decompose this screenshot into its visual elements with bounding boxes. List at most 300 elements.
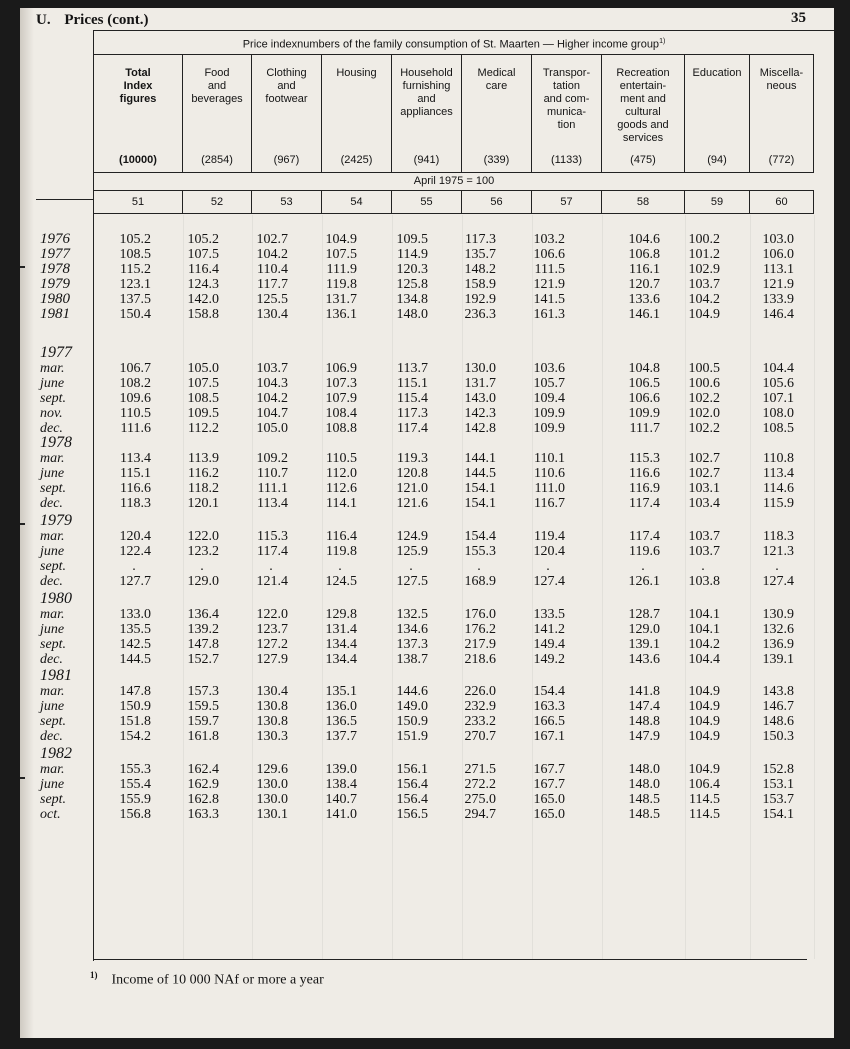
table-cell: . <box>132 559 136 574</box>
table-cell: 155.4 <box>119 777 151 792</box>
table-cell: 154.2 <box>119 729 151 744</box>
table-row <box>20 376 834 391</box>
page-number: 35 <box>791 10 806 26</box>
table-cell: 163.3 <box>187 807 219 822</box>
table-cell: 158.8 <box>187 307 219 322</box>
table-cell: 109.6 <box>119 391 151 406</box>
table-cell: 104.2 <box>256 247 288 262</box>
table-cell: 218.6 <box>464 652 496 667</box>
table-cell: 130.0 <box>464 361 496 376</box>
column-weight: (339) <box>483 154 510 166</box>
column-weight: (2425) <box>340 154 373 166</box>
row-label: sept. <box>40 559 67 574</box>
table-cell: 148.0 <box>628 777 660 792</box>
table-cell: 104.1 <box>688 607 720 622</box>
column-header-label: Transpor- tation and com- munica- tion <box>542 67 591 131</box>
table-cell: 104.2 <box>688 292 720 307</box>
table-cell: 117.4 <box>629 529 660 544</box>
table-cell: 232.9 <box>464 699 496 714</box>
table-cell: 102.7 <box>256 232 288 247</box>
table-row <box>20 684 834 699</box>
row-label: sept. <box>40 391 67 406</box>
super-title-text: Price indexnumbers of the family consumption of St. Maarten — Higher income group <box>242 38 660 51</box>
row-label: dec. <box>40 729 63 744</box>
table-cell: 149.4 <box>533 637 565 652</box>
table-cell: 115.1 <box>397 376 428 391</box>
table-cell: 104.8 <box>628 361 660 376</box>
table-cell: 155.3 <box>119 762 151 777</box>
table-cell: 102.7 <box>688 451 720 466</box>
table-cell: 131.7 <box>325 292 357 307</box>
table-cell: 106.7 <box>119 361 151 376</box>
table-cell: 152.7 <box>187 652 219 667</box>
table-cell: 157.3 <box>187 684 219 699</box>
year-heading: 1979 <box>40 512 72 529</box>
column-code: 58 <box>602 190 685 214</box>
year-heading-row <box>20 746 834 762</box>
table-cell: 162.9 <box>187 777 219 792</box>
table-cell: 109.4 <box>533 391 565 406</box>
table-cell: 116.6 <box>629 466 660 481</box>
table-cell: 146.4 <box>762 307 794 322</box>
table-cell: 161.3 <box>533 307 565 322</box>
table-cell: 106.6 <box>533 247 565 262</box>
table-cell: 147.4 <box>628 699 660 714</box>
footnote <box>90 970 324 989</box>
column-weight: (967) <box>273 154 300 166</box>
table-cell: 130.4 <box>256 307 288 322</box>
table-cell: . <box>338 559 342 574</box>
table-cell: 139.1 <box>628 637 660 652</box>
table-cell: 127.2 <box>256 637 288 652</box>
table-cell: 132.6 <box>762 622 794 637</box>
table-row <box>20 466 834 481</box>
table-cell: 154.4 <box>464 529 496 544</box>
table-cell: 137.3 <box>396 637 428 652</box>
table-cell: 166.5 <box>533 714 565 729</box>
table-cell: 130.8 <box>256 699 288 714</box>
table-cell: 155.9 <box>119 792 151 807</box>
table-cell: 104.4 <box>688 652 720 667</box>
table-cell: . <box>641 559 645 574</box>
table-cell: 117.3 <box>465 232 496 247</box>
super-title-footnote-marker: 1) <box>659 38 666 45</box>
table-cell: 115.3 <box>629 451 660 466</box>
year-group <box>20 591 834 667</box>
table-cell: 104.9 <box>688 699 720 714</box>
table-cell: 126.1 <box>628 574 660 589</box>
column-header-label: Education <box>692 67 742 79</box>
table-cell: . <box>269 559 273 574</box>
table-cell: 110.5 <box>326 451 357 466</box>
table-cell: 116.4 <box>188 262 219 277</box>
table-cell: 110.7 <box>257 466 288 481</box>
table-cell: 144.1 <box>464 451 496 466</box>
table-cell: 130.0 <box>256 777 288 792</box>
table-cell: 115.1 <box>120 466 151 481</box>
table-cell: 116.6 <box>120 481 151 496</box>
table-cell: 108.5 <box>187 391 219 406</box>
table-cell: 100.5 <box>688 361 720 376</box>
table-cell: 144.6 <box>396 684 428 699</box>
column-code: 60 <box>750 190 814 214</box>
table-cell: 116.7 <box>534 496 565 511</box>
table-cell: 127.4 <box>762 574 794 589</box>
table-cell: 106.9 <box>325 361 357 376</box>
table-cell: 112.0 <box>326 466 357 481</box>
table-cell: 150.3 <box>762 729 794 744</box>
row-label: june <box>40 376 65 391</box>
table-cell: 141.8 <box>628 684 660 699</box>
table-row <box>20 307 834 322</box>
table-cell: 236.3 <box>464 307 496 322</box>
table-cell: 148.0 <box>628 762 660 777</box>
table-cell: 103.2 <box>533 232 565 247</box>
table-cell: 109.2 <box>256 451 288 466</box>
row-label: june <box>40 544 65 559</box>
row-label: sept. <box>40 637 67 652</box>
table-row <box>20 406 834 421</box>
table-row <box>20 529 834 544</box>
table-cell: 142.3 <box>464 406 496 421</box>
column-header-label: Miscella- neous <box>759 67 804 92</box>
table-cell: 143.6 <box>628 652 660 667</box>
table-cell: 138.4 <box>325 777 357 792</box>
table-cell: 148.5 <box>628 807 660 822</box>
table-cell: 134.6 <box>396 622 428 637</box>
table-cell: 137.5 <box>119 292 151 307</box>
table-cell: 109.9 <box>533 421 565 436</box>
table-cell: 134.8 <box>396 292 428 307</box>
table-cell: 102.2 <box>688 421 720 436</box>
column-code: 57 <box>532 190 602 214</box>
table-cell: 136.4 <box>187 607 219 622</box>
table-cell: 146.1 <box>628 307 660 322</box>
year-heading: 1980 <box>40 590 72 607</box>
table-cell: 114.5 <box>689 792 720 807</box>
table-cell: 140.7 <box>325 792 357 807</box>
table-cell: 116.4 <box>326 529 357 544</box>
table-cell: 113.7 <box>397 361 428 376</box>
year-group <box>20 435 834 511</box>
table-cell: 271.5 <box>464 762 496 777</box>
table-cell: 108.0 <box>762 406 794 421</box>
table-cell: 163.3 <box>533 699 565 714</box>
table-cell: 104.2 <box>688 637 720 652</box>
table-cell: 113.1 <box>763 262 794 277</box>
table-cell: 123.7 <box>256 622 288 637</box>
table-row <box>20 777 834 792</box>
table-cell: 129.0 <box>628 622 660 637</box>
table-cell: 153.7 <box>762 792 794 807</box>
column-code: 59 <box>685 190 750 214</box>
table-cell: 156.1 <box>396 762 428 777</box>
year-heading: 1982 <box>40 745 72 762</box>
table-cell: 151.9 <box>396 729 428 744</box>
table-cell: 106.6 <box>628 391 660 406</box>
table-cell: 116.9 <box>629 481 660 496</box>
table-cell: 141.2 <box>533 622 565 637</box>
table-cell: 106.8 <box>628 247 660 262</box>
table-cell: 115.4 <box>397 391 428 406</box>
table-cell: 125.8 <box>396 277 428 292</box>
table-cell: 111.5 <box>534 262 565 277</box>
table-cell: 121.6 <box>396 496 428 511</box>
table-cell: 150.9 <box>119 699 151 714</box>
table-cell: 161.8 <box>187 729 219 744</box>
row-label: june <box>40 466 65 481</box>
table-row <box>20 496 834 511</box>
table-cell: 102.2 <box>688 391 720 406</box>
table-cell: 103.7 <box>256 361 288 376</box>
table-cell: 120.4 <box>119 529 151 544</box>
column-weight: (475) <box>630 154 656 166</box>
table-cell: 120.1 <box>187 496 219 511</box>
table-cell: 156.4 <box>396 792 428 807</box>
table-cell: 134.4 <box>325 637 357 652</box>
table-cell: 109.5 <box>187 406 219 421</box>
table-cell: 131.4 <box>325 622 357 637</box>
row-label: sept. <box>40 714 67 729</box>
row-label: mar. <box>40 607 65 622</box>
table-cell: 110.6 <box>534 466 565 481</box>
table-cell: 134.4 <box>325 652 357 667</box>
table-cell: 159.5 <box>187 699 219 714</box>
table-cell: 158.9 <box>464 277 496 292</box>
table-cell: 154.1 <box>464 481 496 496</box>
table-cell: 165.0 <box>533 807 565 822</box>
table-cell: 147.8 <box>187 637 219 652</box>
table-cell: 114.1 <box>326 496 357 511</box>
table-row <box>20 607 834 622</box>
table-cell: 104.3 <box>256 376 288 391</box>
table-cell: . <box>409 559 413 574</box>
table-cell: 275.0 <box>464 792 496 807</box>
table-cell: . <box>477 559 481 574</box>
row-label: mar. <box>40 451 65 466</box>
table-cell: 115.9 <box>763 496 794 511</box>
row-label: nov. <box>40 406 63 421</box>
year-group <box>20 513 834 589</box>
row-label: oct. <box>40 807 61 822</box>
column-code: 53 <box>252 190 322 214</box>
table-cell: 147.9 <box>628 729 660 744</box>
table-cell: 108.5 <box>119 247 151 262</box>
table-cell: 103.6 <box>533 361 565 376</box>
table-cell: 107.5 <box>187 247 219 262</box>
table-cell: 101.2 <box>688 247 720 262</box>
table-cell: 109.9 <box>533 406 565 421</box>
table-row <box>20 729 834 744</box>
table-cell: 124.5 <box>325 574 357 589</box>
table-cell: 121.9 <box>533 277 565 292</box>
table-row <box>20 652 834 667</box>
table-cell: 136.9 <box>762 637 794 652</box>
table-cell: 139.1 <box>762 652 794 667</box>
table-cell: 105.7 <box>533 376 565 391</box>
table-cell: 119.8 <box>326 544 357 559</box>
row-label: dec. <box>40 496 63 511</box>
row-label: sept. <box>40 481 67 496</box>
table-cell: 121.0 <box>396 481 428 496</box>
table-cell: 143.0 <box>464 391 496 406</box>
table-cell: 226.0 <box>464 684 496 699</box>
table-cell: . <box>775 559 779 574</box>
table-row <box>20 574 834 589</box>
table-cell: 121.4 <box>256 574 288 589</box>
table-cell: 137.7 <box>325 729 357 744</box>
column-weight: (2854) <box>201 154 233 166</box>
table-cell: 109.5 <box>396 232 428 247</box>
table-row <box>20 361 834 376</box>
table-cell: 130.3 <box>256 729 288 744</box>
year-heading-row <box>20 591 834 607</box>
column-weight: (772) <box>768 154 795 166</box>
table-cell: 118.3 <box>763 529 794 544</box>
table-cell: 115.2 <box>120 262 151 277</box>
table-cell: 127.9 <box>256 652 288 667</box>
table-cell: 120.3 <box>396 262 428 277</box>
footnote-marker: 1) <box>90 970 98 980</box>
table-cell: 270.7 <box>464 729 496 744</box>
table-cell: 100.6 <box>688 376 720 391</box>
table-cell: 122.0 <box>256 607 288 622</box>
table-cell: 217.9 <box>464 637 496 652</box>
table-cell: 113.4 <box>763 466 794 481</box>
table-cell: 139.0 <box>325 762 357 777</box>
table-cell: 129.8 <box>325 607 357 622</box>
table-cell: 149.0 <box>396 699 428 714</box>
table-cell: 152.8 <box>762 762 794 777</box>
table-cell: 155.3 <box>464 544 496 559</box>
row-label: mar. <box>40 684 65 699</box>
table-cell: 110.5 <box>120 406 151 421</box>
table-cell: 162.8 <box>187 792 219 807</box>
table-cell: 135.5 <box>119 622 151 637</box>
table-cell: 144.5 <box>464 466 496 481</box>
table-cell: 142.0 <box>187 292 219 307</box>
table-cell: 138.7 <box>396 652 428 667</box>
table-cell: 103.4 <box>688 496 720 511</box>
table-cell: 104.9 <box>688 684 720 699</box>
table-cell: 130.8 <box>256 714 288 729</box>
row-label: dec. <box>40 652 63 667</box>
table-cell: 103.1 <box>688 481 720 496</box>
table-cell: 125.5 <box>256 292 288 307</box>
year-heading-row <box>20 668 834 684</box>
table-row <box>20 792 834 807</box>
table-cell: 133.9 <box>762 292 794 307</box>
footnote-text: Income of 10 000 NAf or more a year <box>111 972 324 988</box>
year-heading-row <box>20 345 834 361</box>
column-weight: (10000) <box>119 154 157 166</box>
table-cell: 132.5 <box>396 607 428 622</box>
table-cell: 104.4 <box>762 361 794 376</box>
table-cell: 117.3 <box>397 406 428 421</box>
table-cell: 142.8 <box>464 421 496 436</box>
table-row <box>20 762 834 777</box>
table-cell: 156.5 <box>396 807 428 822</box>
table-cell: 154.1 <box>762 807 794 822</box>
table-cell: 112.2 <box>188 421 219 436</box>
table-cell: 111.9 <box>326 262 357 277</box>
table-cell: 130.0 <box>256 792 288 807</box>
table-cell: 119.8 <box>326 277 357 292</box>
table-cell: 111.0 <box>534 481 565 496</box>
table-cell: 130.4 <box>256 684 288 699</box>
table-cell: 122.4 <box>119 544 151 559</box>
table-cell: 124.9 <box>396 529 428 544</box>
table-cell: 159.7 <box>187 714 219 729</box>
table-cell: 144.5 <box>119 652 151 667</box>
table-cell: 104.1 <box>688 622 720 637</box>
table-row <box>20 391 834 406</box>
table-cell: 142.5 <box>119 637 151 652</box>
table-cell: 272.2 <box>464 777 496 792</box>
row-label: 1978 <box>40 261 70 277</box>
table-row <box>20 807 834 822</box>
table-cell: 114.5 <box>689 807 720 822</box>
table-cell: 107.5 <box>187 376 219 391</box>
table-cell: 143.8 <box>762 684 794 699</box>
table-cell: 120.4 <box>533 544 565 559</box>
table-cell: 110.8 <box>763 451 794 466</box>
row-label: june <box>40 699 65 714</box>
table-cell: 104.6 <box>628 232 660 247</box>
row-label: 1980 <box>40 291 70 307</box>
table-cell: 139.2 <box>187 622 219 637</box>
table-cell: 133.0 <box>119 607 151 622</box>
margin-tick <box>20 523 25 525</box>
table-cell: 148.2 <box>464 262 496 277</box>
table-row <box>20 637 834 652</box>
table-cell: 154.1 <box>464 496 496 511</box>
year-group <box>20 746 834 822</box>
table-cell: 147.8 <box>119 684 151 699</box>
base-period-row: April 1975 = 100 <box>94 172 814 191</box>
year-group <box>20 232 834 322</box>
year-heading-row <box>20 513 834 529</box>
table-cell: 103.7 <box>688 544 720 559</box>
table-cell: 148.6 <box>762 714 794 729</box>
table-cell: 105.6 <box>762 376 794 391</box>
table-cell: 121.3 <box>762 544 794 559</box>
table-cell: 124.3 <box>187 277 219 292</box>
table-cell: 113.4 <box>120 451 151 466</box>
column-weight: (941) <box>413 154 440 166</box>
table-cell: 119.6 <box>629 544 660 559</box>
table-cell: . <box>200 559 204 574</box>
table-cell: 108.2 <box>119 376 151 391</box>
table-row <box>20 714 834 729</box>
column-header-label: Clothing and footwear <box>265 67 308 105</box>
table-cell: 192.9 <box>464 292 496 307</box>
table-row <box>20 699 834 714</box>
table-cell: 113.9 <box>188 451 219 466</box>
table-cell: 120.8 <box>396 466 428 481</box>
table-cell: 123.2 <box>187 544 219 559</box>
table-cell: 111.1 <box>257 481 288 496</box>
column-weight: (1133) <box>551 154 582 166</box>
table-row <box>20 262 834 277</box>
table-cell: 104.7 <box>256 406 288 421</box>
row-label: june <box>40 622 65 637</box>
column-header-label: Medical care <box>477 67 516 92</box>
table-row <box>20 451 834 466</box>
table-cell: 108.4 <box>325 406 357 421</box>
table-cell: 111.6 <box>120 421 151 436</box>
section-letter: U. <box>36 12 51 28</box>
